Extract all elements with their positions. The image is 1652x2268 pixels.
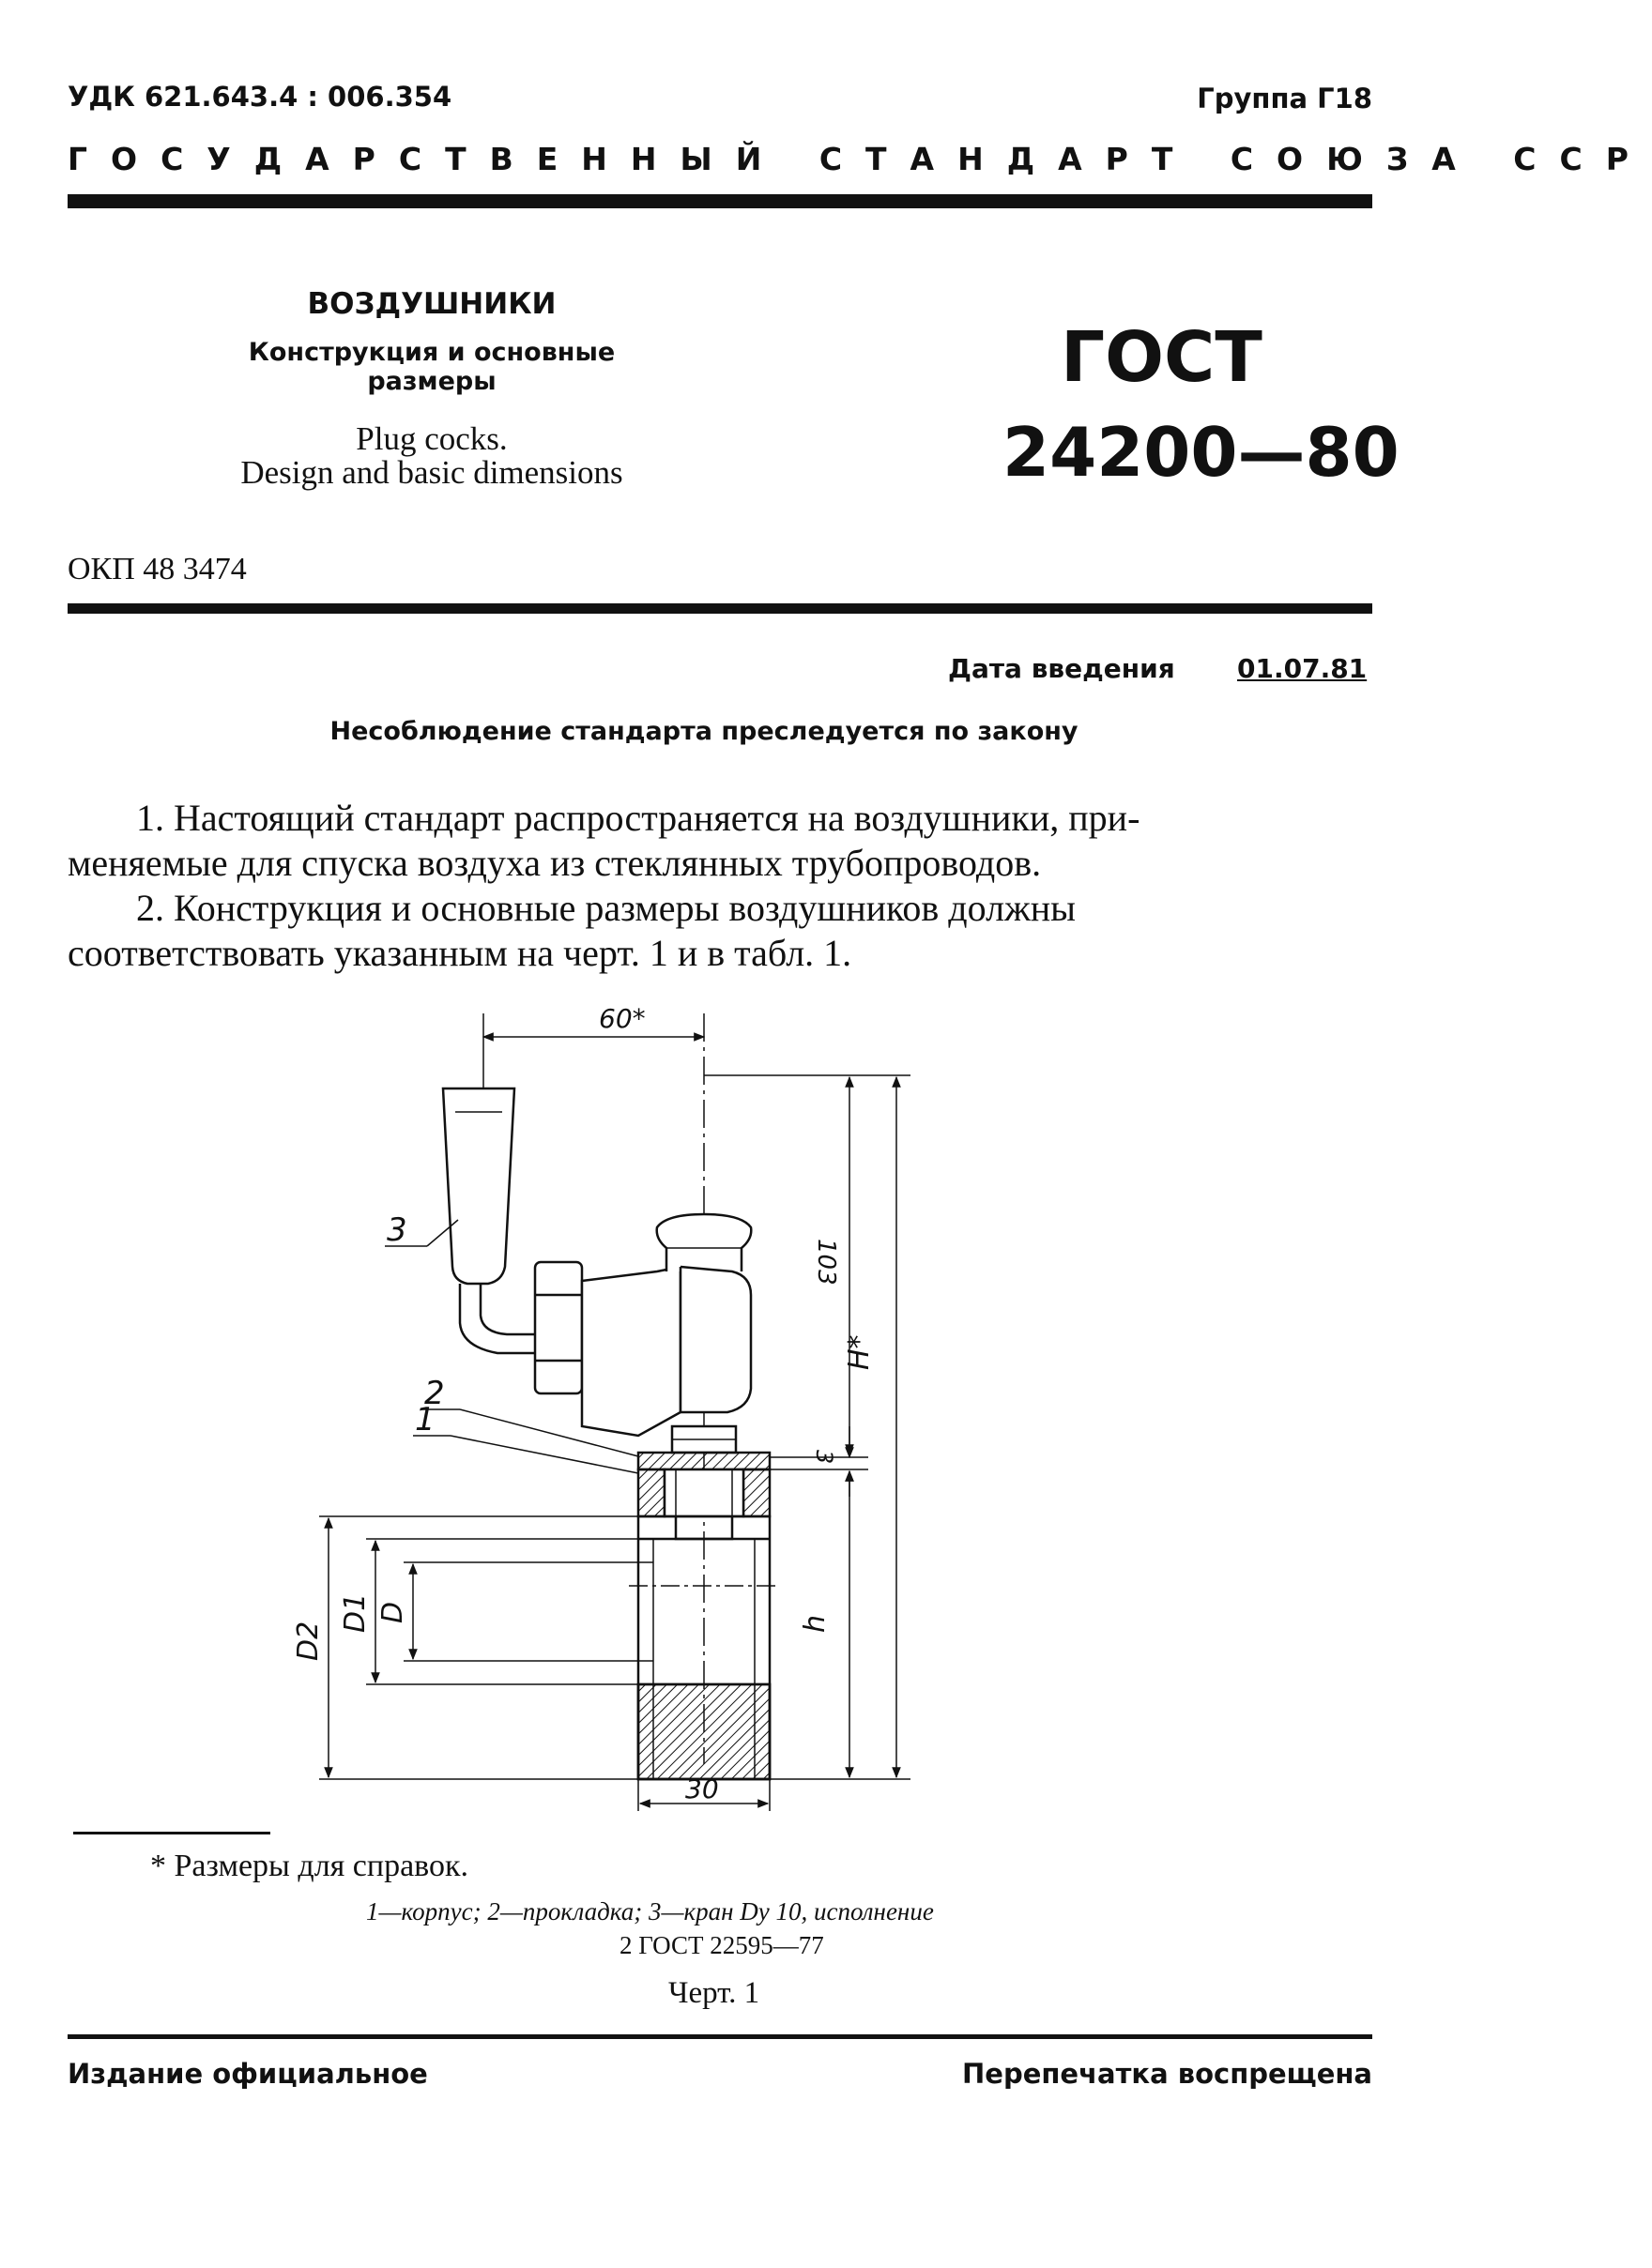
- dim-label-30: 30: [685, 1773, 719, 1804]
- okp-code: ОКП 48 3474: [68, 552, 247, 586]
- dim-label-h: h: [799, 1614, 832, 1633]
- callout-2: 2: [424, 1375, 445, 1412]
- title-en-line1: Plug cocks.: [356, 420, 508, 457]
- title-ru-sub: Конструкция и основные размеры: [248, 338, 616, 396]
- callout-3: 3: [387, 1211, 407, 1249]
- dim-label-D2: D2: [292, 1621, 325, 1661]
- paragraph-2-line-1: 2. Конструкция и основные размеры воздушников должны: [136, 887, 1076, 929]
- law-notice: Несоблюдение стандарта преследуется по закону: [329, 717, 1078, 746]
- dim-label-H: H*: [843, 1334, 876, 1370]
- dim-label-103: 103: [812, 1239, 840, 1286]
- header-rule: [68, 194, 1372, 208]
- standard-line: ГОСУДАРСТВЕННЫЙ СТАНДАРТ СОЮЗА ССР: [68, 141, 1652, 177]
- legend-line-1: 1—корпус; 2—прокладка; 3—кран Dу 10, исполнение: [366, 1897, 934, 1926]
- udk-code: УДК 621.643.4 : 006.354: [68, 81, 452, 113]
- dim-label-D1: D1: [339, 1592, 372, 1633]
- footer-official: Издание официальное: [68, 2058, 428, 2090]
- title-ru-main: ВОЗДУШНИКИ: [307, 287, 557, 321]
- figure-caption: Черт. 1: [668, 1976, 760, 2010]
- paragraph-1-line-2: меняемые для спуска воздуха из стеклянных трубопроводов.: [68, 842, 1042, 884]
- footer-no-reprint: Перепечатка воспрещена: [962, 2058, 1372, 2090]
- technical-drawing: [292, 985, 939, 1811]
- paragraph-1-line-1: 1. Настоящий стандарт распространяется на воздушники, при-: [136, 797, 1140, 839]
- group-code: Группа Г18: [1197, 83, 1372, 114]
- gost-label: ГОСТ: [1061, 317, 1262, 398]
- intro-date-value: 01.07.81: [1237, 653, 1368, 684]
- legend-line-2: 2 ГОСТ 22595—77: [620, 1931, 824, 1959]
- callout-1: 1: [415, 1401, 436, 1438]
- paragraph-2-line-2: соответствовать указанным на черт. 1 и в табл. 1.: [68, 932, 852, 974]
- title-en-line2: Design and basic dimensions: [240, 454, 623, 491]
- footnote-star: * Размеры для справок.: [150, 1849, 469, 1883]
- title-rule: [68, 603, 1372, 614]
- dim-label-top: 60*: [599, 1003, 646, 1034]
- dim-label-D: D: [376, 1601, 409, 1623]
- footer-rule: [68, 2034, 1372, 2039]
- footnote-rule: [73, 1832, 270, 1834]
- dim-label-3: 3: [811, 1450, 837, 1465]
- gost-number: 24200—80: [1002, 413, 1400, 492]
- intro-date-label: Дата введения: [948, 653, 1175, 684]
